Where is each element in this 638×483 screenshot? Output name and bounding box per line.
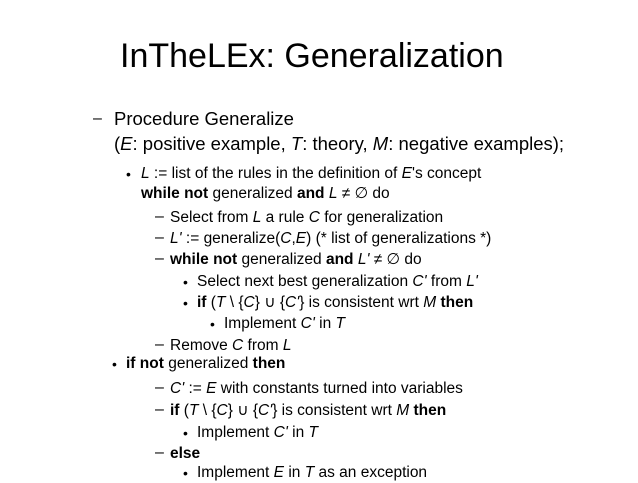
text: Select next best generalization [197, 273, 413, 290]
text: \ { [225, 294, 244, 311]
var-C-prime: C' [300, 315, 315, 332]
var-C: C [216, 402, 228, 419]
var-C: C [232, 337, 244, 354]
line-select-next [197, 272, 478, 292]
var-C-prime: C' [412, 273, 427, 290]
var-C-prime: C' [258, 402, 273, 419]
text: from [426, 273, 467, 290]
text: in [287, 424, 309, 441]
var-M: M [396, 402, 410, 419]
dash-marker: – [155, 250, 164, 267]
line-select [170, 208, 443, 228]
bullet-marker: • [210, 316, 215, 332]
line-C-prime-assign [170, 379, 463, 399]
bullet-marker: • [183, 425, 188, 441]
text: : negative examples); [388, 133, 565, 154]
var-M: M [372, 133, 389, 154]
text: in [284, 464, 305, 481]
text: Procedure Generalize [114, 108, 294, 129]
var-L: L [141, 165, 150, 182]
line-implement-1 [224, 314, 345, 334]
dash-marker: – [155, 336, 164, 353]
bullet-marker: • [183, 295, 188, 311]
line-L-prime [170, 229, 491, 249]
slide-title: InTheLEx: Generalization [120, 37, 504, 75]
var-T: T [290, 133, 303, 154]
var-C-prime: C' [285, 294, 300, 311]
text: from [243, 337, 283, 354]
text: } ∪ { [254, 294, 286, 311]
text: := list of the rules in the definition of [149, 165, 402, 182]
bullet-marker: • [183, 465, 188, 481]
bullet-marker: • [112, 356, 117, 372]
var-T: T [188, 402, 199, 419]
text: generalized [237, 251, 326, 268]
text: \ { [198, 402, 217, 419]
var-E: E [206, 380, 217, 397]
keyword-not: not [139, 355, 164, 372]
text: } ∪ { [227, 402, 259, 419]
var-C: C [308, 209, 320, 226]
var-E: E [273, 464, 285, 481]
var-C: C [280, 230, 292, 247]
text: ( [179, 402, 189, 419]
procedure-title [114, 107, 294, 131]
var-E: E [120, 133, 133, 154]
var-C-prime: C' [273, 424, 288, 441]
text: 's concept [412, 165, 482, 182]
dash-marker: – [155, 444, 164, 461]
line-if-1 [197, 293, 473, 313]
dash-marker: – [155, 229, 164, 246]
text: with constants turned into variables [216, 380, 463, 397]
line-else [170, 444, 200, 464]
keyword-not: not [184, 185, 209, 202]
line-while-2 [170, 250, 422, 270]
line-while-1 [141, 184, 390, 204]
text: } is consistent wrt [299, 294, 424, 311]
dash-marker: – [93, 110, 102, 127]
text: ) (* list of generalizations *) [306, 230, 492, 247]
line-implement-2 [197, 423, 318, 443]
line-implement-3 [197, 463, 427, 483]
text: } is consistent wrt [272, 402, 397, 419]
var-T: T [304, 464, 315, 481]
var-M: M [423, 294, 437, 311]
keyword-then: then [413, 402, 447, 419]
text: generalized [163, 355, 253, 372]
keyword-if: if [170, 402, 180, 419]
bullet-marker: • [183, 274, 188, 290]
text: as an exception [314, 464, 428, 481]
line-if-2 [170, 401, 446, 421]
keyword-not: not [213, 251, 238, 268]
dash-marker: – [155, 379, 164, 396]
text: generalized [208, 185, 297, 202]
keyword-if: if [126, 355, 136, 372]
var-T: T [335, 315, 345, 332]
var-L: L [328, 185, 338, 202]
text: ( [206, 294, 216, 311]
text: a rule [261, 209, 309, 226]
line-remove [170, 336, 291, 356]
var-L-prime: L' [466, 273, 478, 290]
keyword-and: and [296, 185, 325, 202]
var-L-prime: L' [357, 251, 370, 268]
line-L-assign [141, 164, 481, 184]
var-E: E [295, 230, 307, 247]
var-T: T [215, 294, 226, 311]
text: : theory, [302, 133, 373, 154]
text: for generalization [319, 209, 444, 226]
text: Remove [170, 337, 233, 354]
keyword-if: if [197, 294, 207, 311]
var-L-prime: L' [170, 230, 182, 247]
keyword-and: and [325, 251, 354, 268]
var-C-prime: C' [170, 380, 185, 397]
var-L: L [282, 337, 292, 354]
text: := [184, 380, 207, 397]
keyword-while: while [170, 251, 209, 268]
keyword-then: then [252, 355, 286, 372]
text: ≠ ∅ do [337, 185, 390, 202]
text: ≠ ∅ do [369, 251, 422, 268]
text: Implement [197, 464, 274, 481]
text: := generalize( [181, 230, 281, 247]
text: in [314, 315, 336, 332]
var-E: E [401, 165, 412, 182]
line-if-not-generalized [126, 354, 285, 374]
keyword-while: while [141, 185, 180, 202]
var-C: C [243, 294, 255, 311]
text: : positive example, [132, 133, 291, 154]
text: Select from [170, 209, 253, 226]
var-T: T [308, 424, 318, 441]
text: Implement [197, 424, 274, 441]
dash-marker: – [155, 401, 164, 418]
text: , [291, 230, 296, 247]
text: Implement [224, 315, 301, 332]
var-L: L [252, 209, 262, 226]
procedure-arguments [114, 132, 564, 156]
keyword-else: else [170, 445, 201, 462]
dash-marker: – [155, 208, 164, 225]
text: ( [114, 133, 121, 154]
bullet-marker: • [126, 166, 131, 182]
keyword-then: then [440, 294, 474, 311]
